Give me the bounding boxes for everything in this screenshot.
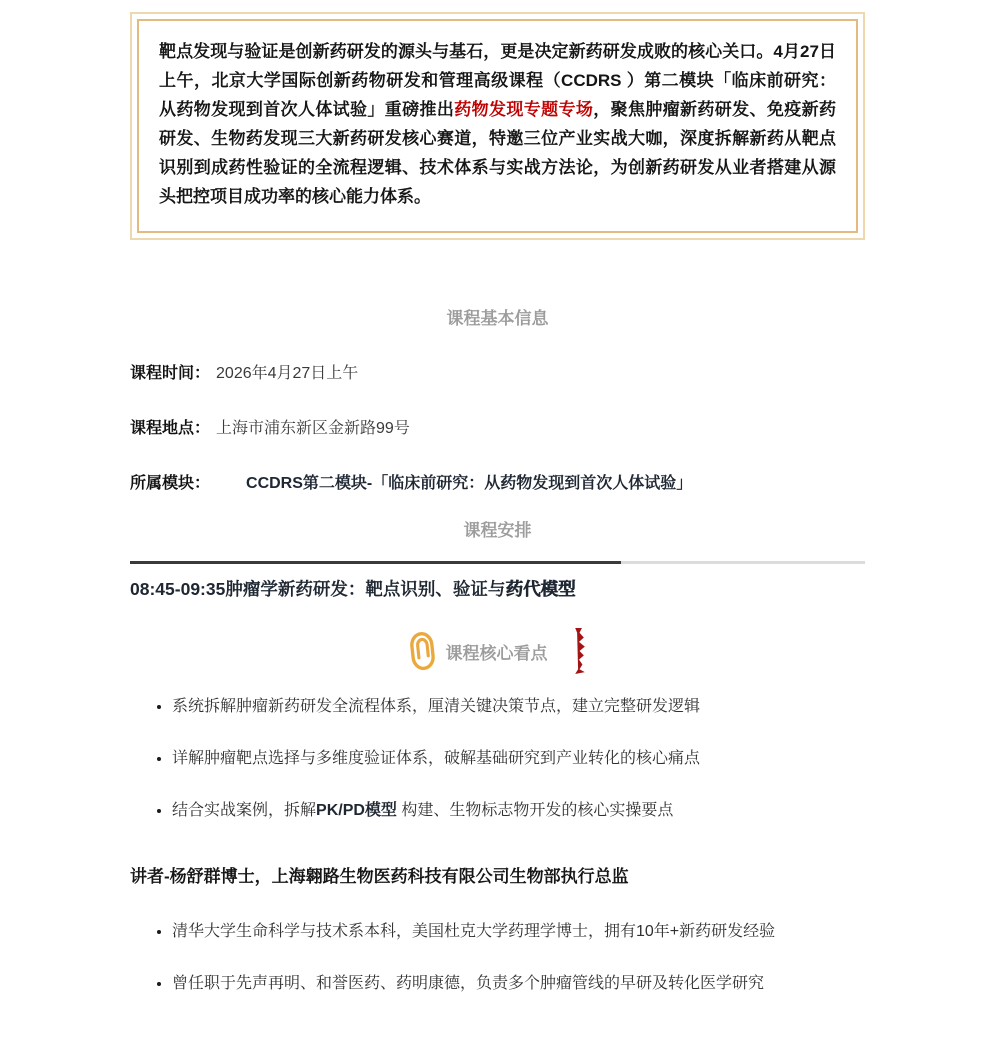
info-row-module: [130, 473, 865, 494]
location-label: 课程地点：: [130, 420, 211, 437]
intro-text-before: 靶点发现与验证是创新药研发的源头与基石，更是决定新药研发成败的核心关口。4月27日上午，北京大学国际创新药物研发和管理高级课程（CCDRS ）第二模块「临床前研究：从药物发现到首次人体试验」重磅推出: [159, 42, 836, 119]
speaker-list: [130, 920, 865, 996]
highlight3-pre: 结合实战案例，拆解: [172, 802, 317, 819]
speaker-title: 讲者-杨舒群博士，上海翱路生物医药科技有限公司生物部执行总监: [130, 867, 629, 886]
list-item: • 曾任职于先声再明、和誉医药、药明康德，负责多个肿瘤管线的早研及转化医学研究: [172, 972, 865, 996]
intro-highlight-box: [130, 12, 865, 240]
red-brace-icon: [572, 627, 588, 675]
article-body: [130, 12, 865, 996]
divider-dark-segment: [130, 561, 621, 564]
info-row-time: [130, 363, 865, 384]
list-item: • 清华大学生命科学与技术系本科，美国杜克大学药理学博士，拥有10年+新药研发经验: [172, 920, 865, 944]
session-title: [130, 577, 865, 601]
session-title-regular: 08:45-09:35肿瘤学新药研发：靶点识别、验证与: [130, 579, 506, 599]
divider-light-segment: [621, 561, 865, 564]
highlights-list: [130, 695, 865, 823]
highlights-title: 课程核心看点: [445, 643, 548, 663]
intro-text-after: ，聚焦肿瘤新药研发、免疫新药研发、生物药发现三大新药研发核心赛道，特邀三位产业实战大咖，深度拆解新药从靶点识别到成药性验证的全流程逻辑、技术体系与实战方法论，为创新药研发从业者搭建从源头把控项目成功率的核心能力体系。: [159, 100, 837, 206]
module-value: CCDRS第二模块-「临床前研究：从药物发现到首次人体试验」: [246, 475, 693, 492]
time-value: 2026年4月27日上午: [216, 365, 359, 382]
location-value: 上海市浦东新区金新路99号: [216, 420, 410, 437]
section-title-schedule: 课程安排: [463, 521, 532, 540]
highlight3-bold: PK/PD模型: [316, 802, 397, 819]
highlights-heading: [130, 627, 865, 675]
section-title-basic-info: 课程基本信息: [446, 309, 549, 328]
module-label: 所属模块：: [130, 475, 211, 492]
time-label: 课程时间：: [130, 365, 211, 382]
intro-paragraph: [159, 37, 836, 211]
paperclip-icon: [405, 630, 439, 673]
session-title-bold: 药代模型: [505, 579, 576, 599]
intro-highlight-box-inner: [137, 19, 858, 233]
highlight3-post: 构建、生物标志物开发的核心实操要点: [396, 802, 674, 819]
list-item: • 详解肿瘤靶点选择与多维度验证体系，破解基础研究到产业转化的核心痛点: [172, 747, 865, 771]
intro-highlight-text: 药物发现专题专场: [454, 100, 594, 119]
list-item: • 系统拆解肿瘤新药研发全流程体系，厘清关键决策节点，建立完整研发逻辑: [172, 695, 865, 719]
list-item: [172, 799, 865, 823]
info-row-location: [130, 418, 865, 439]
section-divider: [130, 561, 865, 564]
